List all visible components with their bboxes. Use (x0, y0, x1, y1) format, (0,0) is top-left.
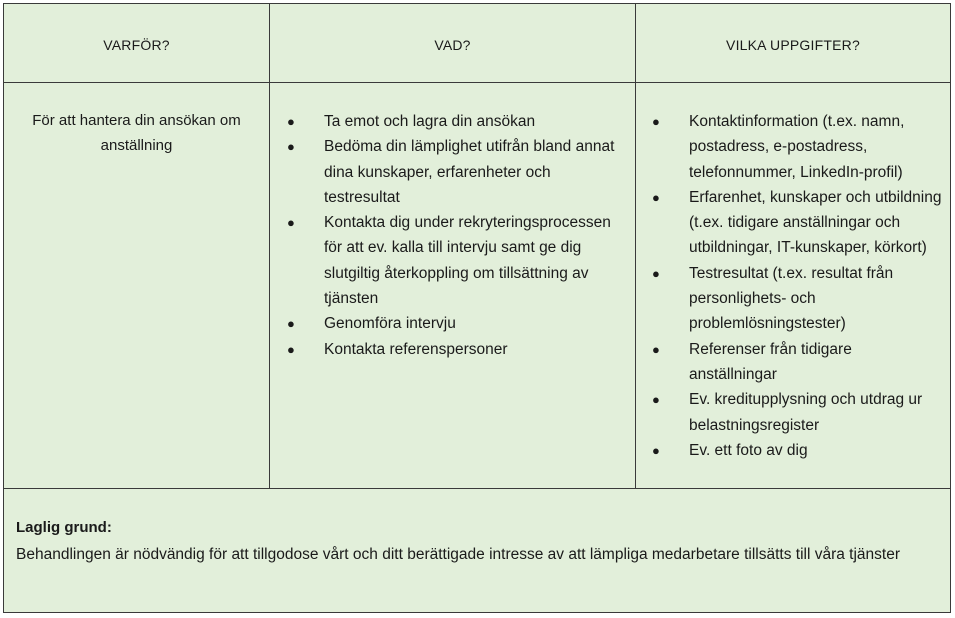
data-cell (636, 83, 950, 488)
bullet-icon: ● (652, 189, 660, 205)
list-item-text: Kontaktinformation (t.ex. namn, postadress, e-postadress, telefonnummer, LinkedIn-profil) (689, 113, 905, 181)
bullet-icon: ● (287, 139, 295, 155)
table-header-row (4, 4, 950, 83)
bullet-icon: ● (287, 341, 295, 357)
list-item (652, 337, 942, 388)
what-cell (270, 83, 636, 488)
list-item-text: Ev. ett foto av dig (689, 441, 808, 459)
list-item-text: Kontakta referenspersoner (324, 340, 508, 358)
list-item-text: Ev. kreditupplysning och utdrag ur belastningsregister (689, 391, 923, 434)
list-item-text: Erfarenhet, kunskaper och utbildning (t.ex. tidigare anställningar och utbildningar, IT-kunskaper, körkort) (689, 188, 942, 257)
list-item-text: Ta emot och lagra din ansökan (324, 113, 536, 130)
legal-basis-text: Behandlingen är nödvändig för att tillgodose vårt och ditt berättigade intresse av att lämpliga medarbetare tillsätts till våra tjänster (16, 546, 900, 563)
list-item (652, 109, 942, 185)
list-item (287, 311, 623, 336)
list-item (287, 337, 623, 362)
list-item (287, 210, 623, 311)
bullet-icon: ● (652, 265, 660, 281)
list-item (287, 109, 623, 134)
data-list (652, 109, 942, 463)
table-body-row (4, 83, 950, 489)
list-item-text: Kontakta dig under rekryteringsprocessen för att ev. kalla till intervju samt ge dig slutgiltig återkoppling om tillsättning av tjänsten (324, 214, 611, 308)
list-item (652, 261, 942, 337)
legal-basis-title: Laglig grund: (16, 519, 112, 536)
bullet-icon: ● (287, 215, 295, 231)
list-item (652, 185, 942, 261)
bullet-icon: ● (287, 114, 295, 129)
header-cell-which-data (636, 4, 950, 82)
list-item-text: Bedöma din lämplighet utifrån bland annat dina kunskaper, erfarenheter och testresultat (324, 138, 615, 206)
purpose-cell (4, 83, 270, 488)
bullet-icon: ● (652, 392, 660, 408)
header-what: VAD? (434, 37, 471, 53)
purpose-text: För att hantera din ansökan om anställning (32, 112, 241, 154)
list-item-text: Referenser från tidigare anställningar (689, 340, 852, 383)
bullet-icon: ● (652, 114, 660, 129)
list-item (652, 387, 942, 438)
list-item (287, 134, 623, 210)
bullet-icon: ● (287, 316, 295, 332)
bullet-icon: ● (652, 341, 660, 357)
what-list (287, 109, 623, 362)
header-cell-why (4, 4, 270, 82)
bullet-icon: ● (652, 442, 660, 458)
processing-table (3, 3, 951, 613)
list-item-text: Genomföra intervju (324, 315, 456, 333)
list-item-text: Testresultat (t.ex. resultat från personlighets- och problemlösningstester) (689, 264, 894, 333)
legal-basis-row (4, 489, 950, 612)
header-which-data: VILKA UPPGIFTER? (726, 37, 860, 53)
list-item (652, 438, 942, 463)
header-why: VARFÖR? (103, 37, 170, 53)
header-cell-what (270, 4, 636, 82)
